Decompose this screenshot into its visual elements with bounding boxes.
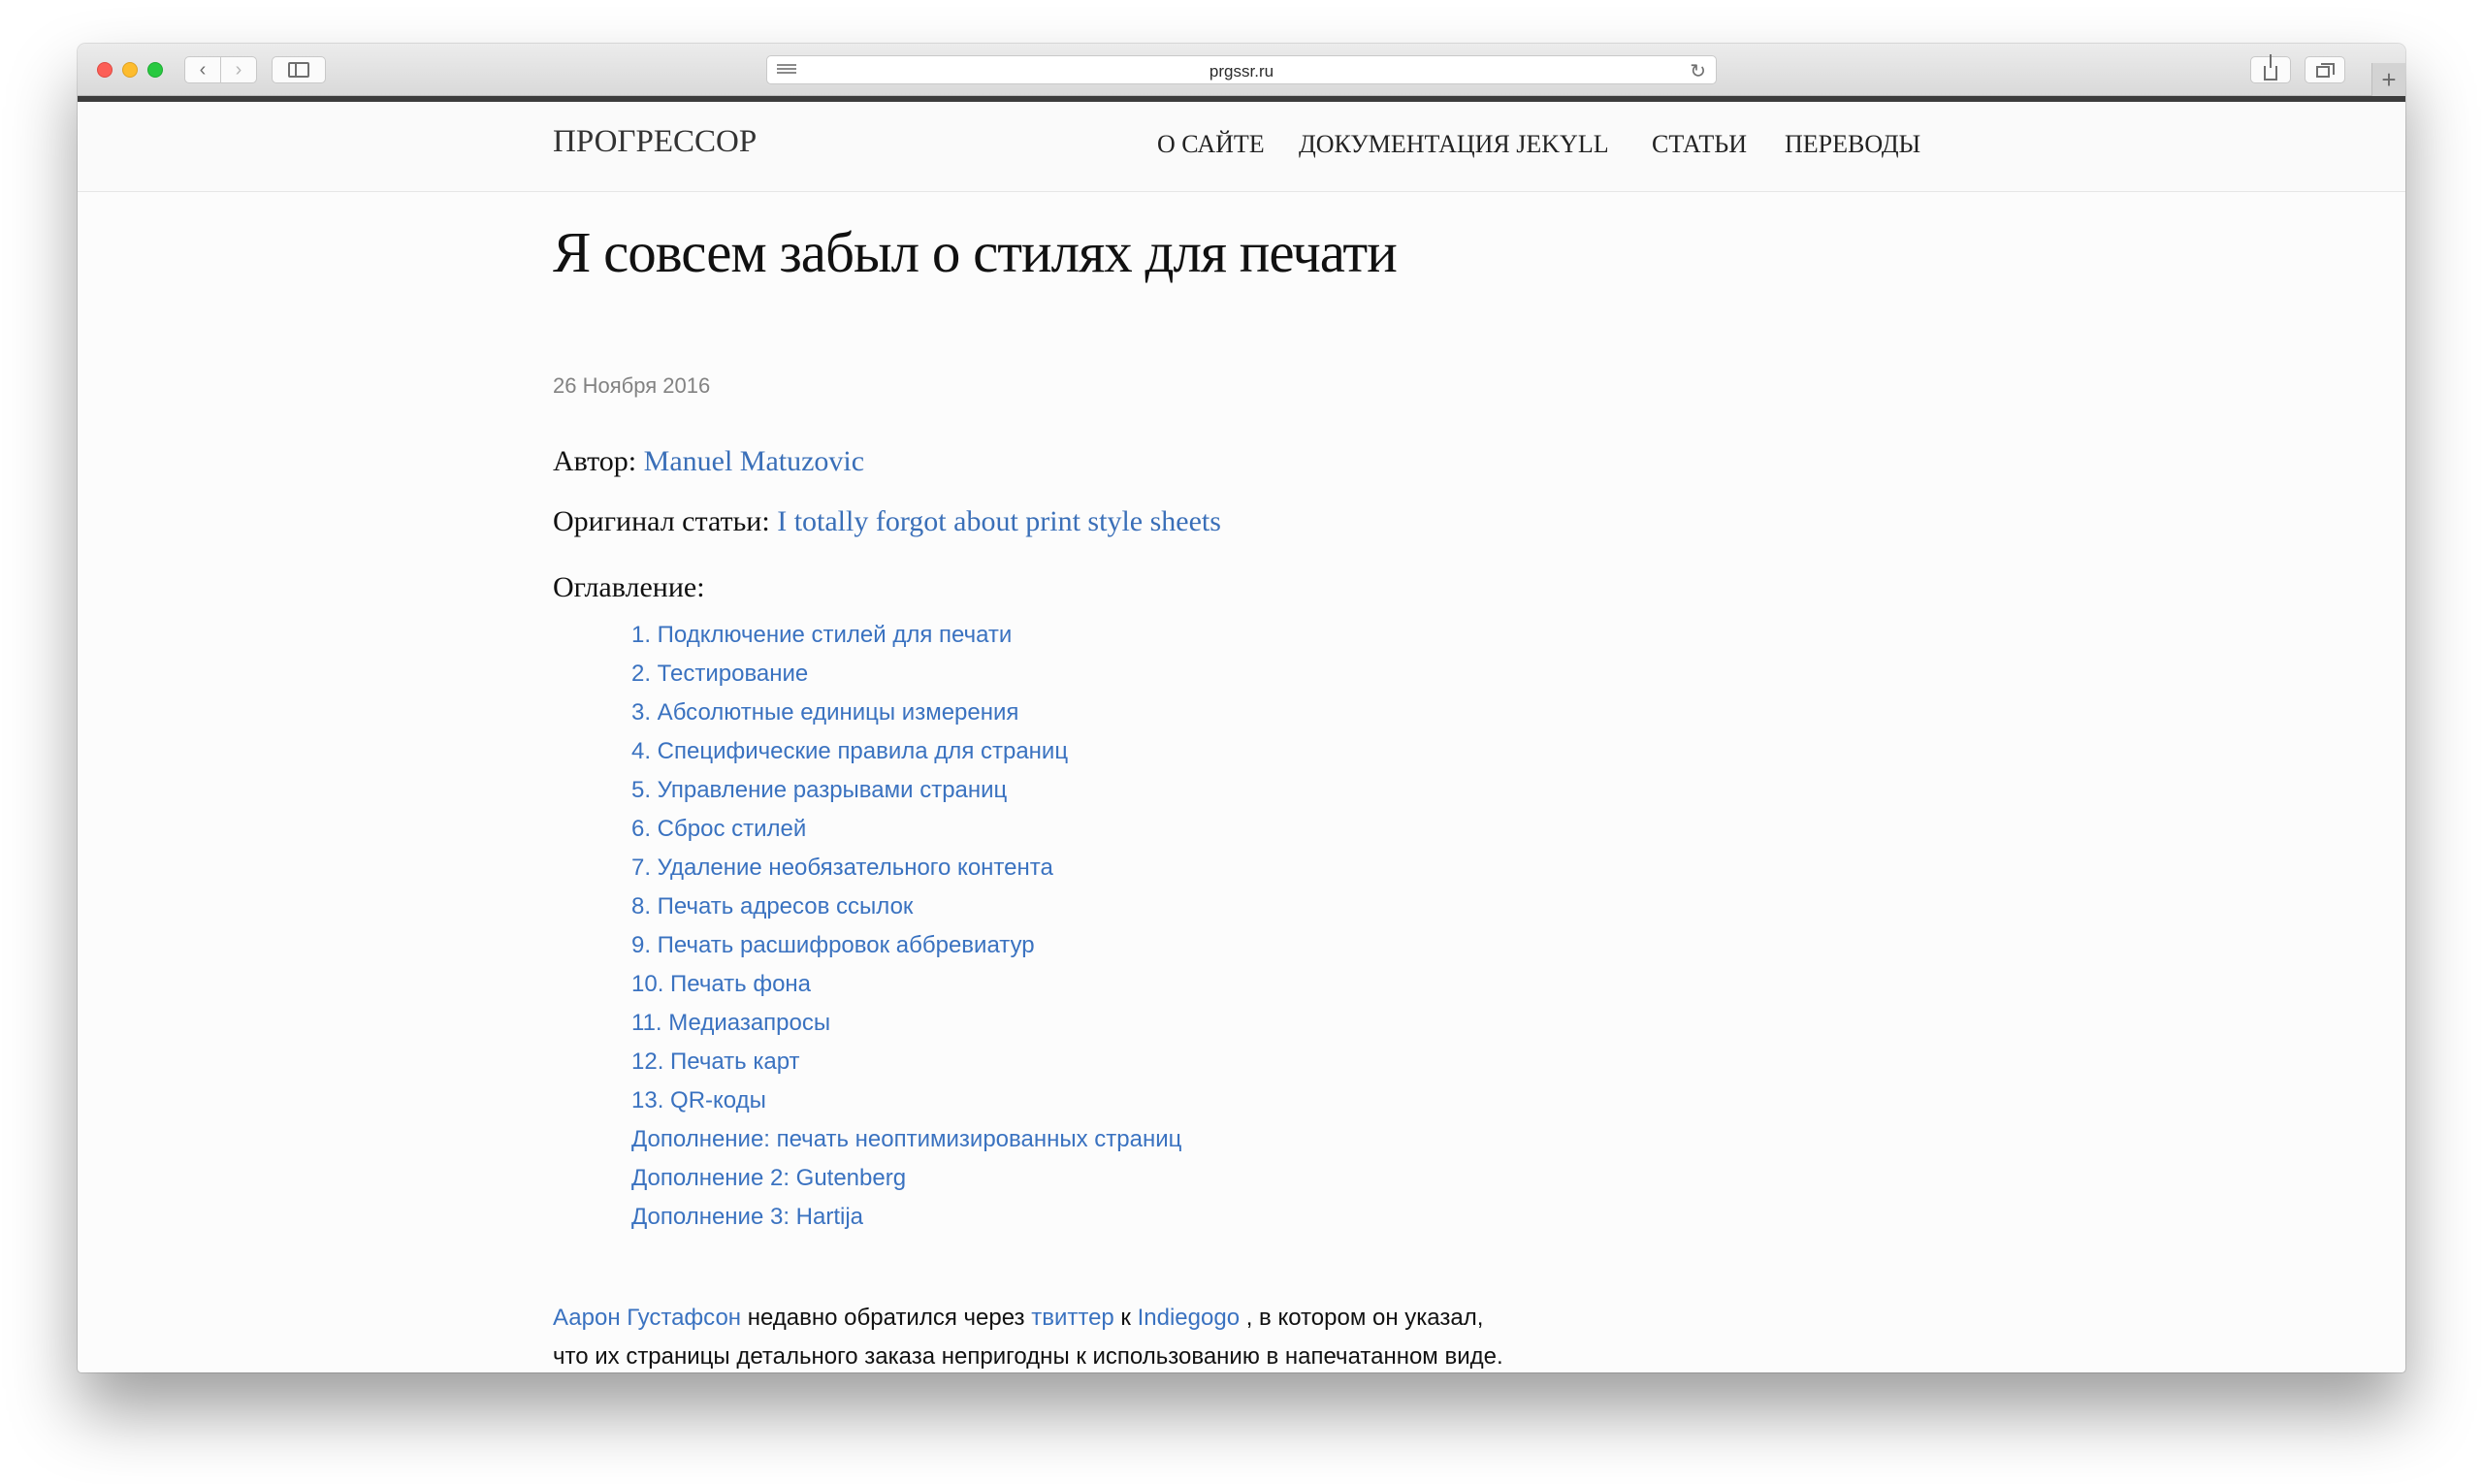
toc-link[interactable]: 2. Тестирование: [631, 661, 809, 687]
toc-item: [631, 732, 1181, 771]
forward-button[interactable]: [220, 56, 257, 83]
show-tabs-button[interactable]: [2305, 56, 2345, 83]
intro-text: к: [1113, 1305, 1138, 1331]
toc-link[interactable]: 10. Печать фона: [631, 971, 812, 997]
new-tab-button[interactable]: [2371, 63, 2405, 96]
toc-heading: Оглавление:: [553, 571, 705, 603]
browser-window: [78, 44, 2405, 1372]
toc-item: [631, 771, 1181, 810]
share-button[interactable]: [2250, 56, 2291, 83]
table-of-contents: [631, 616, 1181, 1237]
toc-item: [631, 694, 1181, 732]
nav-articles-link[interactable]: СТАТЬИ: [1652, 130, 1748, 158]
toc-link[interactable]: Дополнение: печать неоптимизированных страниц: [631, 1126, 1182, 1152]
toc-item: [631, 1081, 1181, 1120]
toc-item: [631, 1004, 1181, 1043]
toc-item: [631, 810, 1181, 849]
indiegogo-link[interactable]: Indiegogo: [1137, 1305, 1241, 1331]
chevron-left-icon: ‹: [199, 58, 207, 81]
plus-icon: +: [2381, 64, 2397, 94]
toc-item: [631, 965, 1181, 1004]
original-article-line: [553, 505, 1221, 538]
intro-text: недавно обратился через: [741, 1305, 1032, 1331]
browser-toolbar: [78, 44, 2405, 96]
original-label: Оригинал статьи:: [553, 505, 770, 537]
toc-item: [631, 655, 1181, 694]
toc-link[interactable]: 3. Абсолютные единицы измерения: [631, 699, 1019, 726]
close-window-button[interactable]: [97, 62, 113, 78]
reload-icon[interactable]: ↻: [1690, 59, 1706, 82]
nav-jekyll-docs-link[interactable]: ДОКУМЕНТАЦИЯ JEKYLL: [1299, 130, 1609, 158]
sidebar-icon: [288, 62, 309, 78]
author-link[interactable]: Manuel Matuzovic: [643, 445, 865, 477]
person-link[interactable]: Аарон Густафсон: [553, 1305, 742, 1331]
toc-item: [631, 1120, 1181, 1159]
post-date: 26 Ноября 2016: [553, 373, 711, 398]
author-label: Автор:: [553, 445, 637, 477]
toc-link[interactable]: 7. Удаление необязательного контента: [631, 855, 1053, 881]
toc-link[interactable]: 6. Сброс стилей: [631, 816, 807, 842]
toc-item: [631, 887, 1181, 926]
toc-link[interactable]: 4. Специфические правила для страниц: [631, 738, 1069, 764]
address-bar[interactable]: [766, 55, 1717, 84]
toc-link[interactable]: 12. Печать карт: [631, 1048, 800, 1075]
twitter-link[interactable]: твиттер: [1031, 1305, 1114, 1331]
toc-item: [631, 1043, 1181, 1081]
nav-translations-link[interactable]: ПЕРЕВОДЫ: [1785, 130, 1921, 158]
toc-link[interactable]: 8. Печать адресов ссылок: [631, 893, 914, 919]
post-title: Я совсем забыл о стилях для печати: [553, 220, 1397, 284]
toc-item: [631, 1159, 1181, 1198]
intro-text: , в котором он указал, что их страницы детального заказа непригодны к использованию в напечатанном виде.: [553, 1305, 1503, 1370]
share-icon: [2264, 66, 2277, 81]
toc-item: [631, 1198, 1181, 1237]
back-button[interactable]: [184, 56, 221, 83]
toc-link[interactable]: 9. Печать расшифровок аббревиатур: [631, 932, 1035, 958]
site-header: [78, 102, 2405, 192]
toc-link[interactable]: Дополнение 2: Gutenberg: [631, 1165, 907, 1191]
intro-paragraph: [553, 1299, 1523, 1372]
sidebar-toggle-button[interactable]: [272, 56, 326, 83]
toc-item: [631, 616, 1181, 655]
minimize-window-button[interactable]: [122, 62, 138, 78]
toc-link[interactable]: Дополнение 3: Hartija: [631, 1204, 864, 1230]
toc-link[interactable]: 13. QR-коды: [631, 1087, 766, 1113]
toc-item: [631, 926, 1181, 965]
toc-link[interactable]: 11. Медиазапросы: [631, 1010, 831, 1036]
toc-link[interactable]: 1. Подключение стилей для печати: [631, 622, 1013, 648]
zoom-window-button[interactable]: [147, 62, 163, 78]
original-article-link[interactable]: I totally forgot about print style sheets: [777, 505, 1221, 537]
author-line: [553, 445, 864, 478]
site-logo-link[interactable]: ПРОГРЕССОР: [553, 124, 758, 159]
toc-link[interactable]: 5. Управление разрывами страниц: [631, 777, 1008, 803]
nav-about-link[interactable]: О САЙТЕ: [1157, 130, 1265, 158]
address-url: prgssr.ru: [1209, 62, 1274, 81]
chevron-right-icon: ›: [235, 58, 242, 81]
toc-item: [631, 849, 1181, 887]
